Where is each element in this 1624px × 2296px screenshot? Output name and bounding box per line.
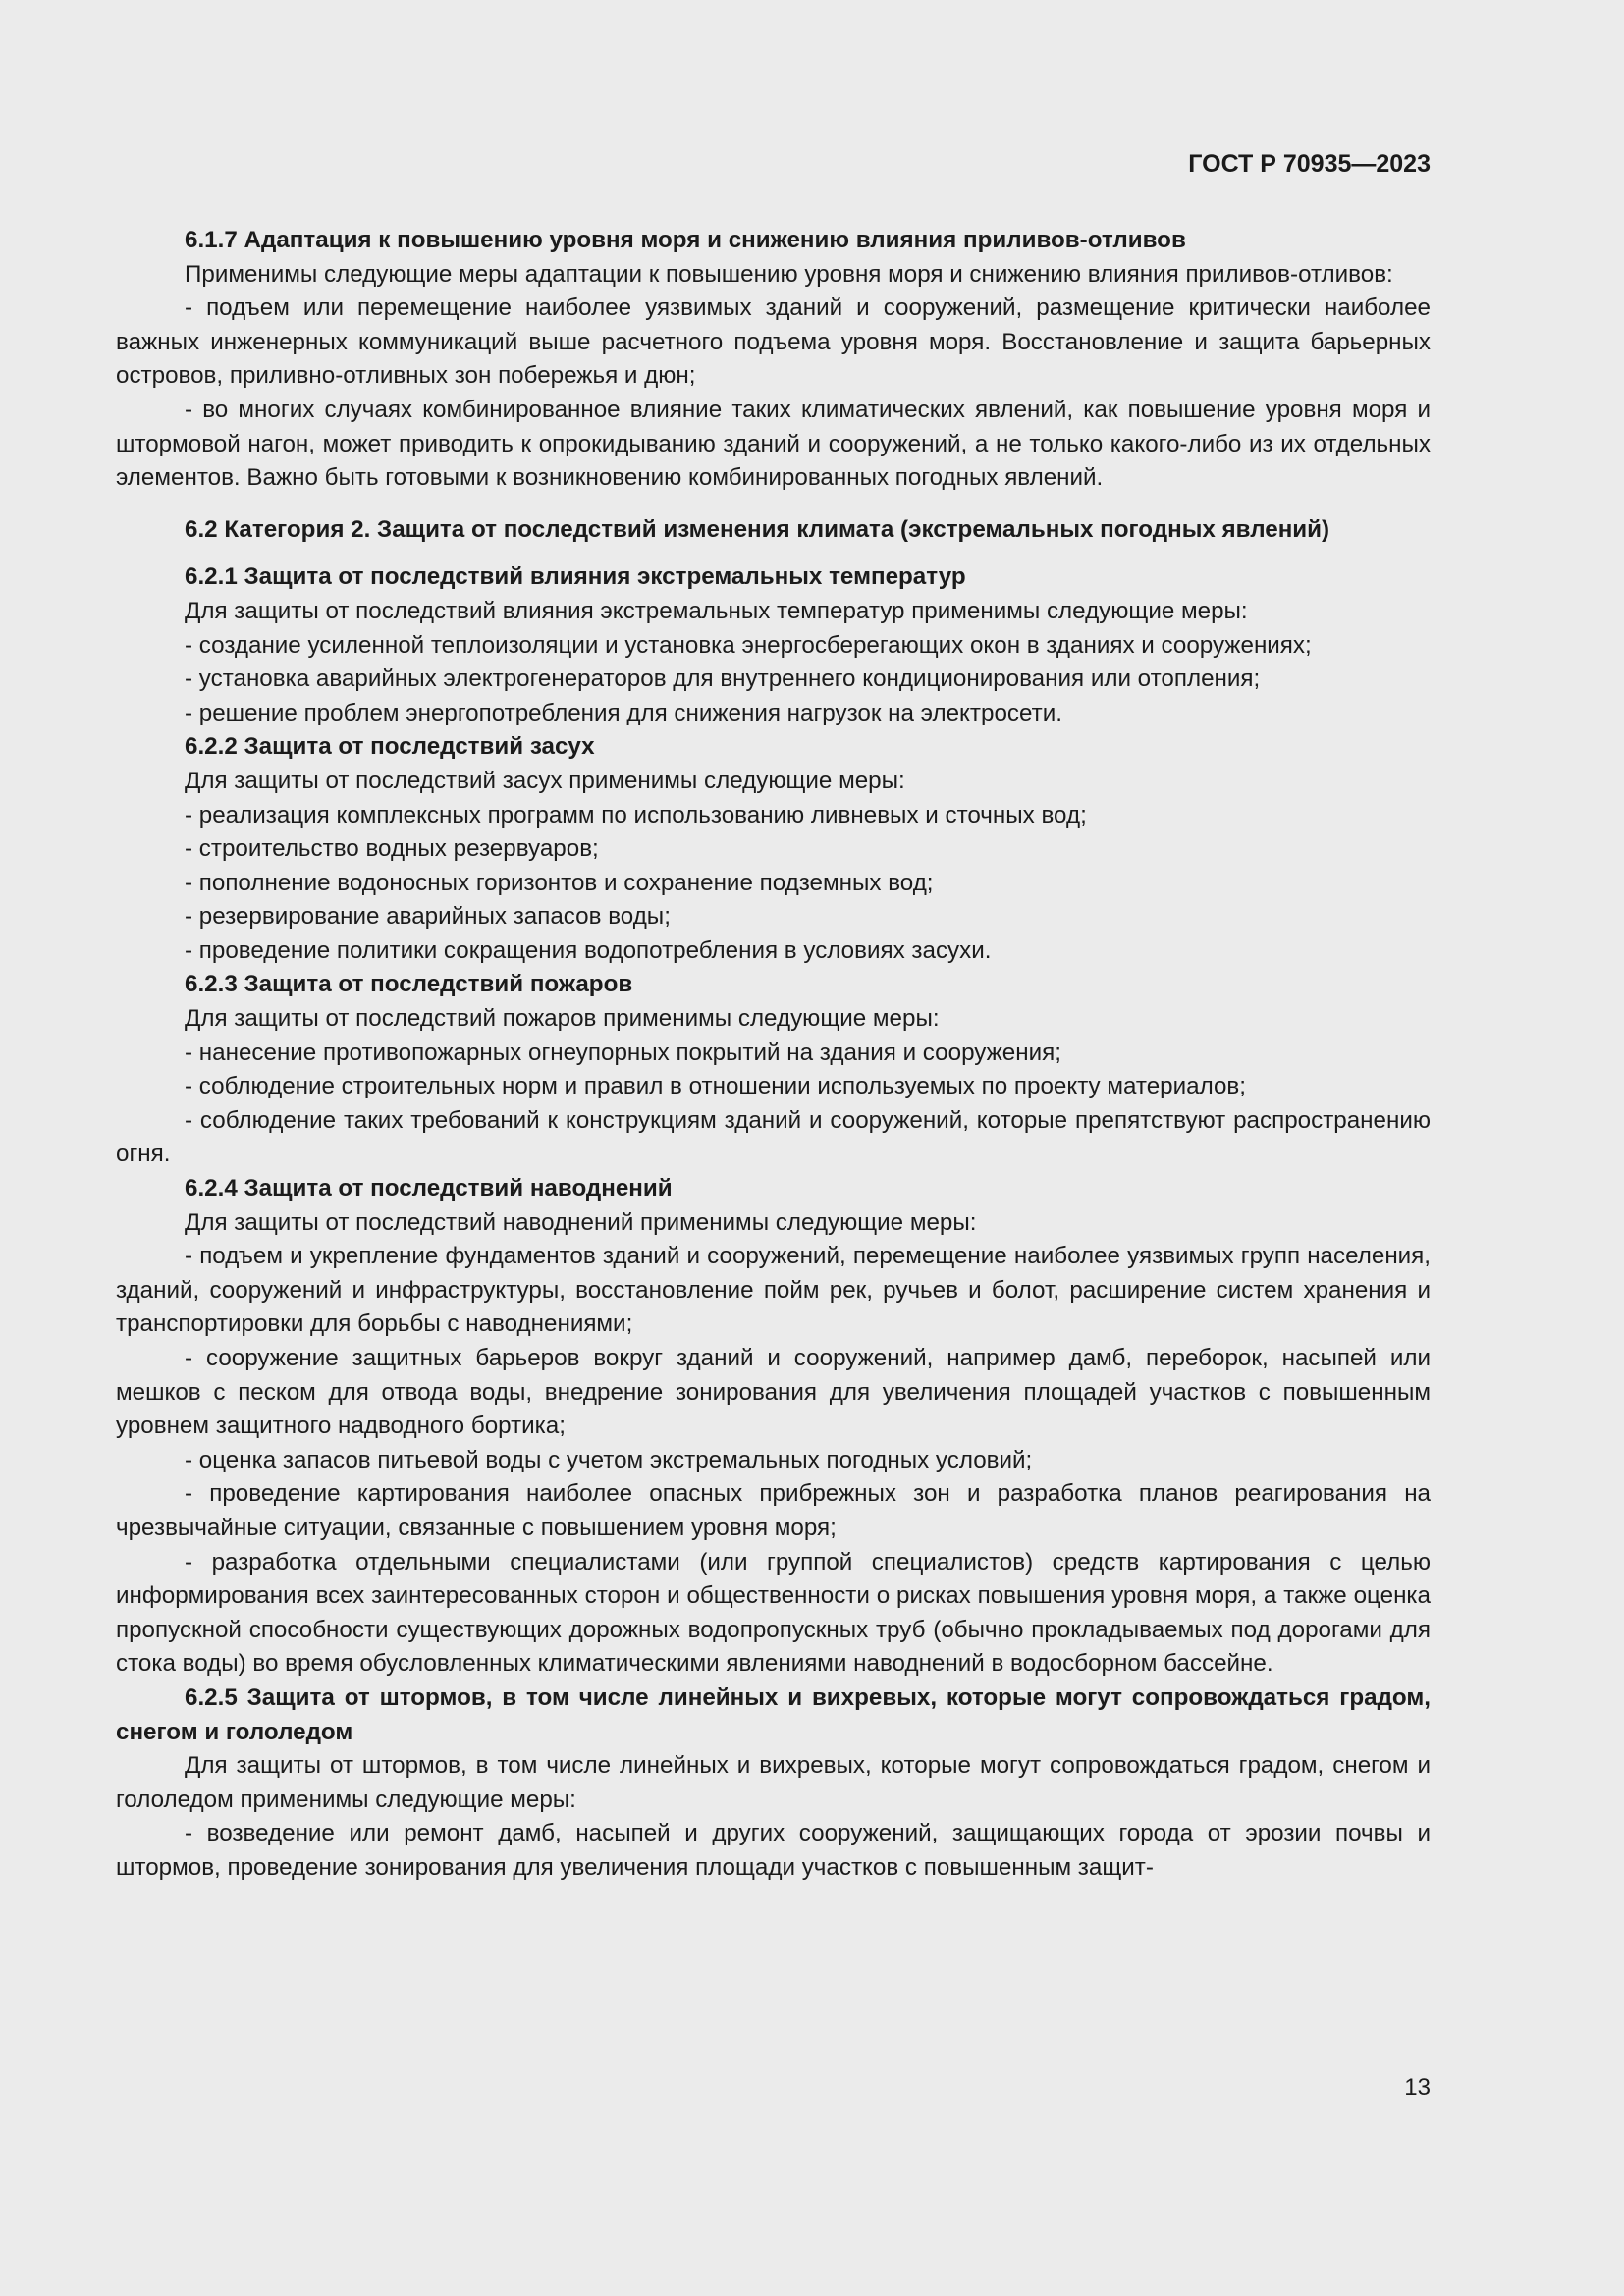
document-body bbox=[116, 224, 1431, 1886]
list-item: - подъем или перемещение наиболее уязвимых зданий и сооружений, размещение критически наиболее важных инженерных коммуникаций выше расчетного подъема уровня моря. Восстановление и защита барьерных островов, приливно-отливных зон побережья и дюн; bbox=[116, 294, 1431, 390]
list-item: - подъем и укрепление фундаментов зданий и сооружений, перемещение наиболее уязвимых групп населения, зданий, сооружений и инфраструктуры, восстановление пойм рек, ручьев и болот, расширение систем хранения и транспортировки для борьбы с наводнениями; bbox=[116, 1243, 1431, 1338]
list-item: - резервирование аварийных запасов воды; bbox=[185, 903, 671, 931]
section-6-2-heading: 6.2 Категория 2. Защита от последствий изменения климата (экстремальных погодных явлений) bbox=[185, 515, 1330, 543]
list-item: - соблюдение строительных норм и правил в отношении используемых по проекту материалов; bbox=[185, 1073, 1246, 1100]
list-item: - оценка запасов питьевой воды с учетом экстремальных погодных условий; bbox=[185, 1446, 1033, 1473]
list-item: - сооружение защитных барьеров вокруг зданий и сооружений, например дамб, переборок, насыпей или мешков с песком для отвода воды, внедрение зонирования для увеличения площадей участков с повышенным уровнем защитного надводного бортика; bbox=[116, 1345, 1431, 1440]
section-6-2-4-heading: 6.2.4 Защита от последствий наводнений bbox=[185, 1175, 673, 1202]
list-item: - пополнение водоносных горизонтов и сохранение подземных вод; bbox=[185, 869, 934, 896]
list-item: - реализация комплексных программ по использованию ливневых и сточных вод; bbox=[185, 801, 1087, 828]
paragraph: Для защиты от последствий пожаров применимы следующие меры: bbox=[185, 1005, 940, 1033]
list-item: - разработка отдельными специалистами (или группой специалистов) средств картирования с целью информирования всех заинтересованных сторон и общественности о рисках повышения уровня моря, а также оценка пропускной способности существующих дорожных водопропускных труб (обычно прокладываемых под дорогами для стока воды) во время обусловленных климатическими явлениями наводнений в водосборном бассейне. bbox=[116, 1548, 1431, 1678]
paragraph: Применимы следующие меры адаптации к повышению уровня моря и снижению влияния приливов-отливов: bbox=[185, 260, 1393, 288]
list-item: - соблюдение таких требований к конструкциям зданий и сооружений, которые препятствуют распространению огня. bbox=[116, 1106, 1431, 1168]
list-item: - решение проблем энергопотребления для снижения нагрузок на электросети. bbox=[185, 699, 1062, 726]
document-designation: ГОСТ Р 70935—2023 bbox=[1188, 150, 1431, 178]
section-6-2-3-heading: 6.2.3 Защита от последствий пожаров bbox=[185, 971, 633, 998]
list-item: - проведение картирования наиболее опасных прибрежных зон и разработка планов реагирования на чрезвычайные ситуации, связанные с повышением уровня моря; bbox=[116, 1480, 1431, 1541]
section-6-2-2-heading: 6.2.2 Защита от последствий засух bbox=[185, 733, 595, 761]
section-6-2-1-heading: 6.2.1 Защита от последствий влияния экстремальных температур bbox=[185, 563, 966, 591]
paragraph: Для защиты от последствий наводнений применимы следующие меры: bbox=[185, 1208, 977, 1236]
section-6-1-7-heading: 6.1.7 Адаптация к повышению уровня моря и снижению влияния приливов-отливов bbox=[185, 227, 1186, 253]
list-item: - возведение или ремонт дамб, насыпей и других сооружений, защищающих города от эрозии почвы и штормов, проведение зонирования для увеличения площади участков с повышенным защит- bbox=[116, 1820, 1431, 1881]
list-item: - проведение политики сокращения водопотребления в условиях засухи. bbox=[185, 936, 992, 964]
list-item: - создание усиленной теплоизоляции и установка энергосберегающих окон в зданиях и сооружениях; bbox=[185, 631, 1312, 659]
paragraph: Для защиты от штормов, в том числе линейных и вихревых, которые могут сопровождаться градом, снегом и гололедом применимы следующие меры: bbox=[116, 1752, 1431, 1813]
list-item: - строительство водных резервуаров; bbox=[185, 835, 599, 863]
list-item: - во многих случаях комбинированное влияние таких климатических явлений, как повышение уровня моря и штормовой нагон, может приводить к опрокидыванию зданий и сооружений, а не только какого-либо из их отдельных элементов. Важно быть готовыми к возникновению комбинированных погодных явлений. bbox=[116, 396, 1431, 492]
page-number: 13 bbox=[1404, 2074, 1431, 2101]
paragraph: Для защиты от последствий влияния экстремальных температур применимы следующие меры: bbox=[185, 597, 1248, 624]
section-6-2-5-heading: 6.2.5 Защита от штормов, в том числе линейных и вихревых, которые могут сопровождаться градом, снегом и гололедом bbox=[116, 1683, 1431, 1745]
list-item: - нанесение противопожарных огнеупорных покрытий на здания и сооружения; bbox=[185, 1039, 1061, 1066]
paragraph: Для защиты от последствий засух применимы следующие меры: bbox=[185, 767, 905, 794]
list-item: - установка аварийных электрогенераторов для внутреннего кондиционирования или отопления; bbox=[185, 666, 1261, 693]
